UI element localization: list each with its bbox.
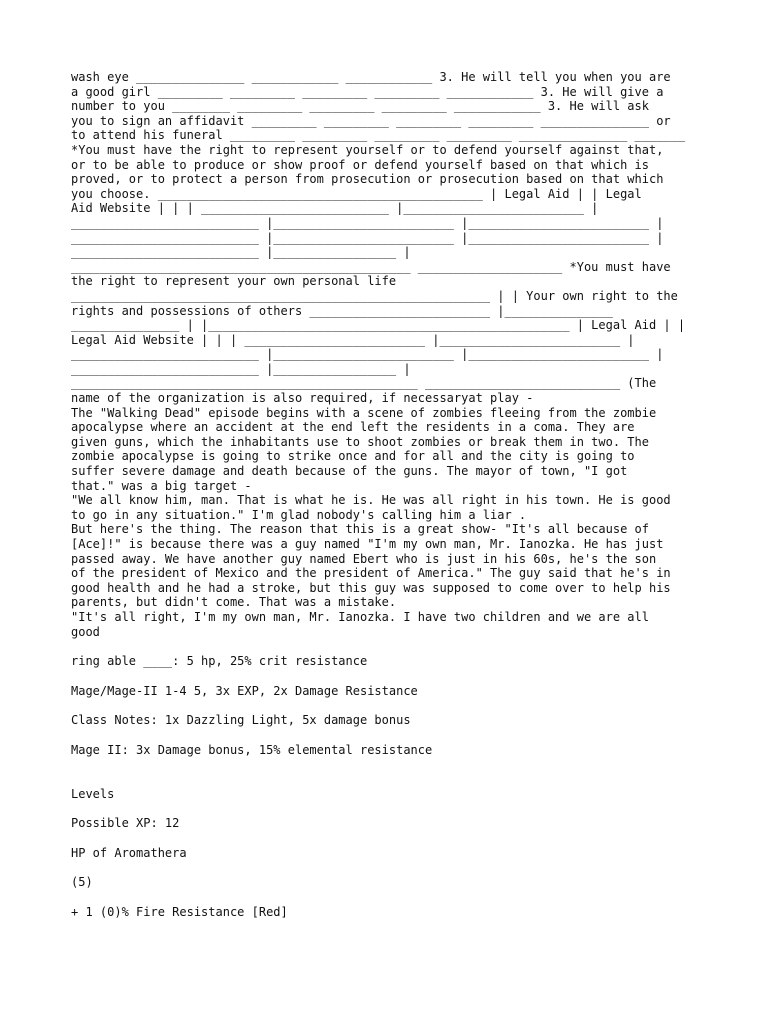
text-line: number to you ________ _________ _________ _________ ____________ 3. He will ask	[71, 99, 649, 114]
text-line: _______________________________________________ ____________________ *You must have	[71, 259, 671, 274]
text-line: "It's all right, I'm my own man, Mr. Ianozka. I have two children and we are all	[71, 609, 649, 624]
text-line: _______________ | |__________________________________________________ | Legal Aid | |	[71, 318, 686, 333]
document-body	[71, 70, 711, 639]
text-line: __________________________________________________________ | | Your own right to the	[71, 288, 678, 303]
text-line: "We all know him, man. That is what he is. He was all right in his town. He is good	[71, 493, 671, 508]
text-line: wash eye _______________ ____________ ____________ 3. He will tell you when you are	[71, 70, 671, 84]
text-line: you to sign an affidavit _________ _________ _________ _________ _______________ or	[71, 113, 671, 128]
paragraph-spacer	[71, 698, 711, 713]
text-line: __________________________ |_________________ |	[71, 245, 411, 260]
text-line: __________________________ |_________________________ |_________________________ |	[71, 215, 664, 230]
paragraph-spacer	[71, 728, 711, 743]
paragraph-spacer	[71, 801, 711, 816]
text-line: *You must have the right to represent yourself or to defend yourself against that,	[71, 142, 664, 157]
text-line: apocalypse where an accident at the end left the residents in a coma. They are	[71, 420, 635, 435]
text-line: parents, but didn't come. That was a mistake.	[71, 595, 397, 610]
paragraph-spacer	[71, 639, 711, 654]
text-line: The "Walking Dead" episode begins with a scene of zombies fleeing from the zombie	[71, 405, 657, 420]
text-line: good	[71, 624, 100, 639]
text-line: given guns, which the inhabitants use to shoot zombies or break them in two. The	[71, 434, 649, 449]
text-line: name of the organization is also required, if necessaryat play -	[71, 391, 534, 406]
text-line: proved, or to protect a person from prosecution or prosecution based on that which	[71, 172, 664, 187]
paragraph-spacer	[71, 860, 711, 875]
section-heading: Levels	[71, 786, 115, 801]
text-line: Legal Aid Website | | | _________________________ |_________________________ |	[71, 332, 635, 347]
document-page	[71, 70, 711, 920]
text-line: to attend his funeral _________ _________ _________ _________ _______________ _______	[71, 128, 686, 143]
stat-line: ring able ____: 5 hp, 25% crit resistance	[71, 654, 368, 669]
stat-line: Mage/Mage-II 1-4 5, 3x EXP, 2x Damage Resistance	[71, 683, 418, 698]
text-line: to go in any situation." I'm glad nobody's calling him a liar .	[71, 507, 527, 522]
paragraph-spacer	[71, 890, 711, 905]
text-line: [Ace]!" is because there was a guy named "I'm my own man, Mr. Ianozka. He has just	[71, 537, 664, 551]
stat-line: (5)	[71, 875, 93, 890]
text-line: that." was a big target -	[71, 478, 252, 493]
paragraph-spacer	[71, 831, 711, 846]
stat-line: + 1 (0)% Fire Resistance [Red]	[71, 904, 288, 919]
text-line: a good girl _________ _________ _________ _________ ____________ 3. He will give a	[71, 84, 664, 99]
paragraph-spacer	[71, 669, 711, 684]
text-line: rights and possessions of others _________________________ |_______________	[71, 303, 613, 318]
text-line: the right to represent your own personal life	[71, 274, 397, 289]
text-line: __________________________ |_________________________ |_________________________ |	[71, 347, 664, 362]
stat-line: Mage II: 3x Damage bonus, 15% elemental resistance	[71, 742, 433, 757]
stat-line: Class Notes: 1x Dazzling Light, 5x damage bonus	[71, 713, 411, 728]
text-line: But here's the thing. The reason that this is a great show- "It's all because of	[71, 522, 649, 537]
text-line: good health and he had a stroke, but this guy was supposed to come over to help his	[71, 580, 671, 595]
text-line: zombie apocalypse is going to strike once and for all and the city is going to	[71, 449, 635, 464]
text-line: __________________________ |_________________ |	[71, 361, 411, 376]
text-line: suffer severe damage and death because of the guns. The mayor of town, "I got	[71, 464, 628, 479]
text-line: __________________________ |_________________________ |_________________________ |	[71, 230, 664, 245]
text-line: ________________________________________________ ___________________________ (The	[71, 376, 657, 391]
text-line: you choose. _____________________________________________ | Legal Aid | | Legal	[71, 186, 642, 201]
text-line: passed away. We have another guy named Ebert who is just in his 60s, he's the son	[71, 551, 657, 566]
text-line: or to be able to produce or show proof or defend yourself based on that which is	[71, 157, 649, 172]
stat-line: Possible XP: 12	[71, 816, 180, 831]
paragraph-spacer	[71, 758, 711, 787]
text-line: Aid Website | | | __________________________ |_________________________ |	[71, 201, 599, 216]
text-line: of the president of Mexico and the president of America." The guy said that he's in	[71, 566, 671, 581]
stat-line: HP of Aromathera	[71, 845, 187, 860]
